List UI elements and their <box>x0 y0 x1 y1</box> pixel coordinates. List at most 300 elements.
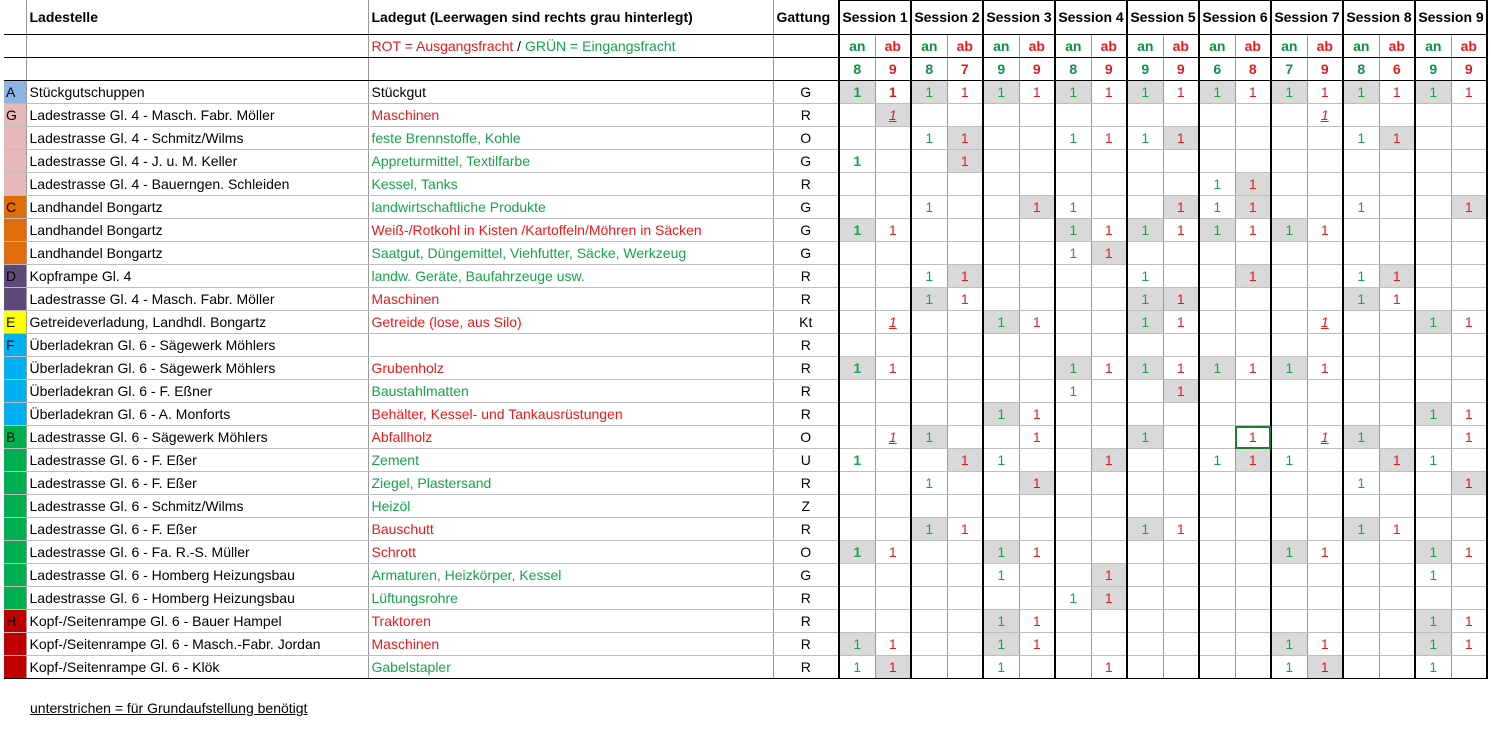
an-cell[interactable] <box>1343 104 1379 127</box>
ab-cell[interactable] <box>1451 656 1487 679</box>
ladegut-cell[interactable] <box>368 196 773 219</box>
an-cell[interactable] <box>983 564 1019 587</box>
an-cell[interactable] <box>1199 403 1235 426</box>
an-cell[interactable] <box>1343 219 1379 242</box>
ab-cell[interactable] <box>1379 357 1415 380</box>
an-cell[interactable] <box>1415 472 1451 495</box>
ab-cell[interactable] <box>1235 610 1271 633</box>
an-cell[interactable] <box>1055 656 1091 679</box>
total-cell[interactable] <box>1235 58 1271 81</box>
an-cell[interactable] <box>1271 150 1307 173</box>
ab-cell[interactable] <box>875 81 911 104</box>
an-cell[interactable] <box>1199 449 1235 472</box>
ab-header[interactable] <box>1019 35 1055 58</box>
ab-cell[interactable] <box>1091 426 1127 449</box>
an-cell[interactable] <box>1343 403 1379 426</box>
ab-cell[interactable] <box>1451 633 1487 656</box>
an-cell[interactable] <box>1271 587 1307 610</box>
an-cell[interactable] <box>1055 564 1091 587</box>
an-cell[interactable] <box>1127 127 1163 150</box>
an-cell[interactable] <box>1343 656 1379 679</box>
ladestelle-cell[interactable] <box>26 403 368 426</box>
an-cell[interactable] <box>1271 334 1307 357</box>
an-cell[interactable] <box>1415 288 1451 311</box>
an-cell[interactable] <box>1127 81 1163 104</box>
an-cell[interactable] <box>1271 564 1307 587</box>
an-cell[interactable] <box>1055 104 1091 127</box>
an-cell[interactable] <box>1199 311 1235 334</box>
ab-cell[interactable] <box>1379 219 1415 242</box>
ladegut-cell[interactable] <box>368 81 773 104</box>
ab-cell[interactable] <box>875 242 911 265</box>
an-cell[interactable] <box>983 518 1019 541</box>
an-cell[interactable] <box>1055 265 1091 288</box>
an-cell[interactable] <box>839 518 875 541</box>
ab-cell[interactable] <box>1307 104 1343 127</box>
gattung-cell[interactable] <box>773 587 839 610</box>
ab-header[interactable] <box>1235 35 1271 58</box>
ab-cell[interactable] <box>1307 334 1343 357</box>
gattung-cell[interactable] <box>773 219 839 242</box>
color-code-cell[interactable] <box>4 633 26 656</box>
an-cell[interactable] <box>1199 472 1235 495</box>
ab-cell[interactable] <box>1379 242 1415 265</box>
ab-cell[interactable] <box>947 449 983 472</box>
gattung-cell[interactable] <box>773 472 839 495</box>
an-cell[interactable] <box>1415 311 1451 334</box>
an-cell[interactable] <box>983 196 1019 219</box>
an-cell[interactable] <box>839 242 875 265</box>
an-cell[interactable] <box>983 587 1019 610</box>
ab-cell[interactable] <box>875 311 911 334</box>
ab-cell[interactable] <box>875 380 911 403</box>
an-cell[interactable] <box>1343 449 1379 472</box>
ab-cell[interactable] <box>875 196 911 219</box>
an-cell[interactable] <box>839 380 875 403</box>
ab-cell[interactable] <box>1019 127 1055 150</box>
an-cell[interactable] <box>1055 219 1091 242</box>
ab-cell[interactable] <box>1451 472 1487 495</box>
an-cell[interactable] <box>1199 633 1235 656</box>
an-cell[interactable] <box>911 564 947 587</box>
header-gattung[interactable] <box>773 0 839 35</box>
ab-cell[interactable] <box>1379 334 1415 357</box>
an-cell[interactable] <box>839 426 875 449</box>
ab-cell[interactable] <box>1019 495 1055 518</box>
ab-cell[interactable] <box>1091 380 1127 403</box>
an-cell[interactable] <box>1415 265 1451 288</box>
gattung-cell[interactable] <box>773 242 839 265</box>
ab-cell[interactable] <box>1019 518 1055 541</box>
ab-cell[interactable] <box>1451 564 1487 587</box>
ab-cell[interactable] <box>1307 81 1343 104</box>
ab-cell[interactable] <box>1235 426 1271 449</box>
ab-cell[interactable] <box>947 150 983 173</box>
an-cell[interactable] <box>1127 403 1163 426</box>
an-cell[interactable] <box>1199 127 1235 150</box>
an-cell[interactable] <box>839 403 875 426</box>
an-cell[interactable] <box>1415 587 1451 610</box>
ab-cell[interactable] <box>875 587 911 610</box>
ab-cell[interactable] <box>1163 564 1199 587</box>
ab-cell[interactable] <box>875 173 911 196</box>
ab-cell[interactable] <box>1091 541 1127 564</box>
an-header[interactable] <box>1127 35 1163 58</box>
header-session-5[interactable] <box>1127 0 1199 35</box>
ab-cell[interactable] <box>1235 196 1271 219</box>
an-cell[interactable] <box>983 426 1019 449</box>
ab-cell[interactable] <box>1091 633 1127 656</box>
ab-cell[interactable] <box>1379 150 1415 173</box>
an-cell[interactable] <box>1271 127 1307 150</box>
color-code-cell[interactable] <box>4 150 26 173</box>
an-cell[interactable] <box>1055 403 1091 426</box>
ab-cell[interactable] <box>875 265 911 288</box>
ab-cell[interactable] <box>1307 173 1343 196</box>
an-cell[interactable] <box>1271 81 1307 104</box>
ab-header[interactable] <box>1451 35 1487 58</box>
ab-cell[interactable] <box>1235 541 1271 564</box>
ab-cell[interactable] <box>1451 541 1487 564</box>
an-cell[interactable] <box>1127 541 1163 564</box>
ab-cell[interactable] <box>1019 357 1055 380</box>
an-cell[interactable] <box>911 587 947 610</box>
ab-cell[interactable] <box>1163 518 1199 541</box>
ab-cell[interactable] <box>1163 357 1199 380</box>
ladegut-cell[interactable] <box>368 219 773 242</box>
color-code-cell[interactable] <box>4 656 26 679</box>
ab-cell[interactable] <box>1235 357 1271 380</box>
ab-cell[interactable] <box>1163 288 1199 311</box>
ab-cell[interactable] <box>1235 518 1271 541</box>
color-code-cell[interactable] <box>4 541 26 564</box>
ab-cell[interactable] <box>1307 311 1343 334</box>
ab-cell[interactable] <box>1235 311 1271 334</box>
header-session-3[interactable] <box>983 0 1055 35</box>
cell[interactable] <box>368 58 773 81</box>
ab-cell[interactable] <box>1451 357 1487 380</box>
ab-cell[interactable] <box>1307 541 1343 564</box>
ladegut-cell[interactable] <box>368 311 773 334</box>
an-cell[interactable] <box>983 472 1019 495</box>
gattung-cell[interactable] <box>773 541 839 564</box>
legend-cell[interactable] <box>368 35 773 58</box>
ab-cell[interactable] <box>1091 610 1127 633</box>
ladestelle-cell[interactable] <box>26 334 368 357</box>
color-code-cell[interactable] <box>4 288 26 311</box>
an-cell[interactable] <box>1199 357 1235 380</box>
an-cell[interactable] <box>839 357 875 380</box>
gattung-cell[interactable] <box>773 196 839 219</box>
ladegut-cell[interactable] <box>368 403 773 426</box>
ab-cell[interactable] <box>1379 656 1415 679</box>
ab-cell[interactable] <box>1307 242 1343 265</box>
an-cell[interactable] <box>1199 564 1235 587</box>
ab-cell[interactable] <box>1379 449 1415 472</box>
an-cell[interactable] <box>1415 495 1451 518</box>
ladestelle-cell[interactable] <box>26 357 368 380</box>
an-cell[interactable] <box>983 104 1019 127</box>
an-cell[interactable] <box>1127 495 1163 518</box>
ab-cell[interactable] <box>1235 219 1271 242</box>
an-cell[interactable] <box>1271 173 1307 196</box>
an-cell[interactable] <box>1343 288 1379 311</box>
an-cell[interactable] <box>1271 265 1307 288</box>
cell[interactable] <box>4 35 26 58</box>
an-cell[interactable] <box>1127 472 1163 495</box>
ab-cell[interactable] <box>947 610 983 633</box>
ab-cell[interactable] <box>1163 150 1199 173</box>
an-cell[interactable] <box>1415 81 1451 104</box>
ab-cell[interactable] <box>1235 495 1271 518</box>
gattung-cell[interactable] <box>773 564 839 587</box>
gattung-cell[interactable] <box>773 495 839 518</box>
ab-cell[interactable] <box>1091 173 1127 196</box>
ladegut-cell[interactable] <box>368 518 773 541</box>
an-cell[interactable] <box>1055 242 1091 265</box>
ab-cell[interactable] <box>1163 311 1199 334</box>
ladestelle-cell[interactable] <box>26 104 368 127</box>
an-cell[interactable] <box>983 610 1019 633</box>
color-code-cell[interactable] <box>4 564 26 587</box>
ab-cell[interactable] <box>1451 311 1487 334</box>
an-cell[interactable] <box>911 472 947 495</box>
ladestelle-cell[interactable] <box>26 472 368 495</box>
an-cell[interactable] <box>983 541 1019 564</box>
ladegut-cell[interactable] <box>368 633 773 656</box>
an-cell[interactable] <box>1415 104 1451 127</box>
color-code-cell[interactable] <box>4 242 26 265</box>
gattung-cell[interactable] <box>773 449 839 472</box>
ab-cell[interactable] <box>1451 242 1487 265</box>
an-cell[interactable] <box>1127 656 1163 679</box>
gattung-cell[interactable] <box>773 380 839 403</box>
ab-cell[interactable] <box>1019 380 1055 403</box>
an-cell[interactable] <box>1343 173 1379 196</box>
ab-cell[interactable] <box>947 242 983 265</box>
ab-cell[interactable] <box>875 219 911 242</box>
ab-cell[interactable] <box>1019 288 1055 311</box>
ab-cell[interactable] <box>1379 495 1415 518</box>
ab-cell[interactable] <box>1451 587 1487 610</box>
an-cell[interactable] <box>1055 196 1091 219</box>
an-cell[interactable] <box>1343 334 1379 357</box>
ab-cell[interactable] <box>947 495 983 518</box>
color-code-cell[interactable] <box>4 265 26 288</box>
an-cell[interactable] <box>1271 610 1307 633</box>
ladestelle-cell[interactable] <box>26 242 368 265</box>
ab-cell[interactable] <box>1451 104 1487 127</box>
gattung-cell[interactable] <box>773 81 839 104</box>
an-cell[interactable] <box>1271 219 1307 242</box>
ab-cell[interactable] <box>1091 564 1127 587</box>
ab-cell[interactable] <box>1091 104 1127 127</box>
an-cell[interactable] <box>983 334 1019 357</box>
color-code-cell[interactable] <box>4 173 26 196</box>
an-cell[interactable] <box>1127 288 1163 311</box>
header-session-7[interactable] <box>1271 0 1343 35</box>
an-cell[interactable] <box>839 150 875 173</box>
ab-header[interactable] <box>947 35 983 58</box>
gattung-cell[interactable] <box>773 288 839 311</box>
an-header[interactable] <box>839 35 875 58</box>
ab-cell[interactable] <box>1235 265 1271 288</box>
an-cell[interactable] <box>1415 426 1451 449</box>
color-code-cell[interactable] <box>4 380 26 403</box>
an-cell[interactable] <box>1343 472 1379 495</box>
an-header[interactable] <box>1055 35 1091 58</box>
ab-cell[interactable] <box>1019 564 1055 587</box>
ab-cell[interactable] <box>1307 610 1343 633</box>
color-code-cell[interactable] <box>4 357 26 380</box>
an-cell[interactable] <box>1343 357 1379 380</box>
ab-cell[interactable] <box>1091 150 1127 173</box>
ab-cell[interactable] <box>947 656 983 679</box>
color-code-cell[interactable] <box>4 426 26 449</box>
color-code-cell[interactable] <box>4 610 26 633</box>
ab-cell[interactable] <box>1163 541 1199 564</box>
an-cell[interactable] <box>1127 426 1163 449</box>
ladestelle-cell[interactable] <box>26 610 368 633</box>
ab-header[interactable] <box>875 35 911 58</box>
ab-cell[interactable] <box>1163 656 1199 679</box>
an-cell[interactable] <box>1415 610 1451 633</box>
ab-cell[interactable] <box>947 219 983 242</box>
ab-cell[interactable] <box>1019 219 1055 242</box>
color-code-cell[interactable] <box>4 311 26 334</box>
ab-cell[interactable] <box>1451 495 1487 518</box>
total-cell[interactable] <box>839 58 875 81</box>
ladegut-cell[interactable] <box>368 127 773 150</box>
ab-cell[interactable] <box>1019 472 1055 495</box>
an-cell[interactable] <box>1343 150 1379 173</box>
header-session-9[interactable] <box>1415 0 1487 35</box>
ab-cell[interactable] <box>1163 104 1199 127</box>
total-cell[interactable] <box>1127 58 1163 81</box>
ab-cell[interactable] <box>1379 196 1415 219</box>
ab-cell[interactable] <box>1451 150 1487 173</box>
cell[interactable] <box>773 35 839 58</box>
ladegut-cell[interactable] <box>368 564 773 587</box>
an-cell[interactable] <box>1199 426 1235 449</box>
ladegut-cell[interactable] <box>368 495 773 518</box>
an-header[interactable] <box>1415 35 1451 58</box>
an-cell[interactable] <box>911 173 947 196</box>
an-cell[interactable] <box>1055 518 1091 541</box>
ab-cell[interactable] <box>1307 150 1343 173</box>
ab-header[interactable] <box>1307 35 1343 58</box>
an-cell[interactable] <box>983 127 1019 150</box>
an-cell[interactable] <box>1415 380 1451 403</box>
ab-cell[interactable] <box>1451 403 1487 426</box>
an-cell[interactable] <box>1415 173 1451 196</box>
ab-cell[interactable] <box>1307 265 1343 288</box>
an-cell[interactable] <box>1271 518 1307 541</box>
ladegut-cell[interactable] <box>368 656 773 679</box>
ab-cell[interactable] <box>1307 426 1343 449</box>
an-cell[interactable] <box>911 495 947 518</box>
an-cell[interactable] <box>1127 173 1163 196</box>
gattung-cell[interactable] <box>773 104 839 127</box>
an-cell[interactable] <box>1055 587 1091 610</box>
an-cell[interactable] <box>983 380 1019 403</box>
an-header[interactable] <box>1271 35 1307 58</box>
an-cell[interactable] <box>1199 265 1235 288</box>
an-cell[interactable] <box>1127 449 1163 472</box>
ab-cell[interactable] <box>1163 242 1199 265</box>
an-cell[interactable] <box>1271 380 1307 403</box>
ab-cell[interactable] <box>1451 173 1487 196</box>
ladegut-cell[interactable] <box>368 610 773 633</box>
ab-cell[interactable] <box>1379 403 1415 426</box>
ab-cell[interactable] <box>947 265 983 288</box>
ab-cell[interactable] <box>1019 242 1055 265</box>
an-cell[interactable] <box>911 403 947 426</box>
ab-cell[interactable] <box>1091 518 1127 541</box>
an-cell[interactable] <box>983 357 1019 380</box>
color-code-cell[interactable] <box>4 196 26 219</box>
ab-cell[interactable] <box>1163 495 1199 518</box>
ab-cell[interactable] <box>1019 196 1055 219</box>
an-cell[interactable] <box>1415 518 1451 541</box>
gattung-cell[interactable] <box>773 518 839 541</box>
ladegut-cell[interactable] <box>368 334 773 357</box>
ladestelle-cell[interactable] <box>26 449 368 472</box>
gattung-cell[interactable] <box>773 656 839 679</box>
an-cell[interactable] <box>1127 219 1163 242</box>
an-cell[interactable] <box>911 426 947 449</box>
an-cell[interactable] <box>1199 610 1235 633</box>
ab-cell[interactable] <box>1163 587 1199 610</box>
an-cell[interactable] <box>1415 242 1451 265</box>
an-cell[interactable] <box>1055 541 1091 564</box>
ab-cell[interactable] <box>1307 564 1343 587</box>
an-cell[interactable] <box>1271 426 1307 449</box>
ladegut-cell[interactable] <box>368 541 773 564</box>
ab-cell[interactable] <box>947 587 983 610</box>
ab-cell[interactable] <box>1091 472 1127 495</box>
ab-cell[interactable] <box>1379 633 1415 656</box>
an-cell[interactable] <box>839 564 875 587</box>
ab-cell[interactable] <box>1163 426 1199 449</box>
an-cell[interactable] <box>1055 357 1091 380</box>
ab-cell[interactable] <box>947 380 983 403</box>
an-cell[interactable] <box>1199 173 1235 196</box>
ab-cell[interactable] <box>947 288 983 311</box>
ab-cell[interactable] <box>1451 288 1487 311</box>
an-cell[interactable] <box>1055 380 1091 403</box>
gattung-cell[interactable] <box>773 150 839 173</box>
ab-cell[interactable] <box>1019 449 1055 472</box>
ab-cell[interactable] <box>1379 173 1415 196</box>
an-cell[interactable] <box>1055 472 1091 495</box>
an-cell[interactable] <box>1127 587 1163 610</box>
ab-cell[interactable] <box>1307 288 1343 311</box>
ab-cell[interactable] <box>947 403 983 426</box>
ladegut-cell[interactable] <box>368 173 773 196</box>
ab-cell[interactable] <box>947 518 983 541</box>
an-cell[interactable] <box>1343 587 1379 610</box>
an-cell[interactable] <box>1055 150 1091 173</box>
ladestelle-cell[interactable] <box>26 127 368 150</box>
an-cell[interactable] <box>911 196 947 219</box>
an-cell[interactable] <box>1415 564 1451 587</box>
an-cell[interactable] <box>1199 150 1235 173</box>
an-cell[interactable] <box>911 610 947 633</box>
ab-cell[interactable] <box>1019 81 1055 104</box>
ab-cell[interactable] <box>1163 219 1199 242</box>
an-cell[interactable] <box>983 311 1019 334</box>
